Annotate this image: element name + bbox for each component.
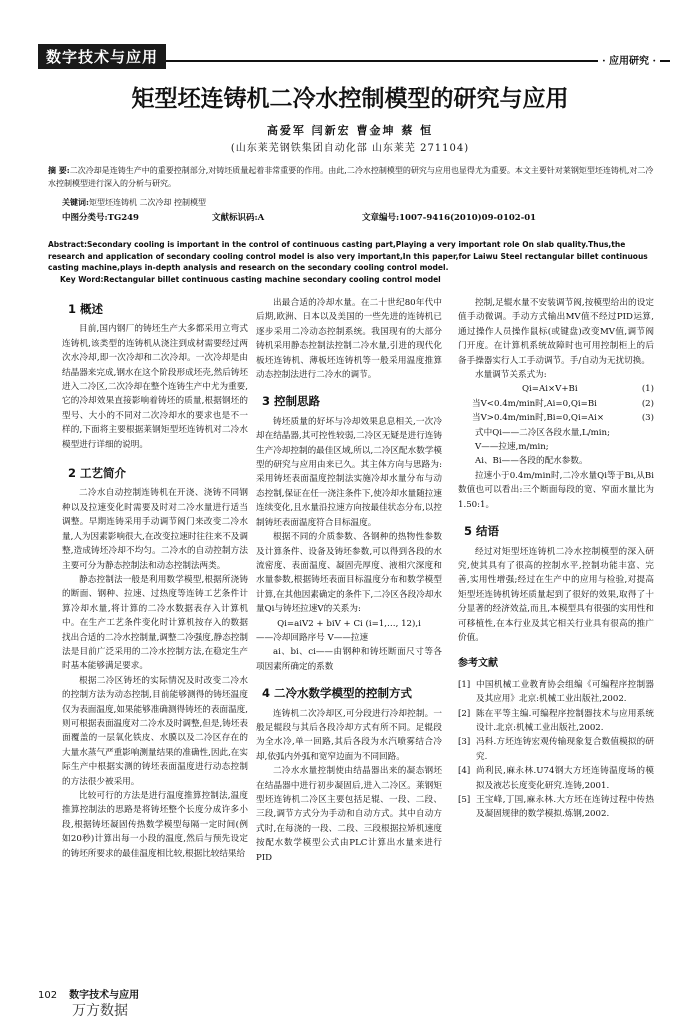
heading-model-control: 4 二冷水数学模型的控制方式 xyxy=(262,686,413,701)
equation: Qi=Ai×V+Bi xyxy=(522,384,578,395)
section-label: · 应用研究 · xyxy=(598,52,660,67)
keywords-cn-label: 关键词: xyxy=(62,197,89,207)
heading-process: 2 工艺简介 xyxy=(68,466,127,481)
reference-number: [3] xyxy=(458,737,471,748)
heading-overview: 1 概述 xyxy=(68,302,104,316)
reference-text: 陈在平等主编.可编程序控制器技术与应用系统设计.北京:机械工业出版社,2002. xyxy=(476,708,654,733)
paragraph: 比较可行的方法是进行温度推算控制法,温度推算控制法的思路是将铸坯整个长度分成许多小段,根据铸坯凝固传热数学模型每隔一定时间(例如20秒)计算出每一小段的温度,然后与预先设定的铸坯所要求的最佳温度相比较,根据比较结果给 xyxy=(62,791,248,859)
page-number: 102 xyxy=(38,990,58,1001)
column-1 xyxy=(62,296,248,861)
paper-title: 矩型坯连铸机二冷水控制模型的研究与应用 xyxy=(131,86,569,112)
equation-row xyxy=(458,411,654,425)
abstract-cn-text: 二次冷却是连铸生产中的重要控制部分,对铸坯质量起着非常重要的作用。由此,二冷水控制模型的研究与应用也显得尤为重要。本文主要针对莱钢矩型坯连铸机,对二冷水控制模型进行深入的分析与研究。 xyxy=(48,166,654,188)
equation-number: (1) xyxy=(641,384,654,395)
paragraph: 根据二冷区铸坯的实际情况及时改变二冷水的控制方法为动态控制,目前能够测得的铸坯温度仅为表面温度,如果能够准确测得铸坯的表面温度,则可根据表面温度对二冷水及时调整,但是,铸坯表面覆盖的一层氧化铁皮、水膜以及二冷区存在的大量水蒸气严重影响测量结果的准确性,因此,在实际生产中根据实测的铸坯表面温度进行动态控制的方法很少被采用。 xyxy=(62,675,248,787)
abstract-cn xyxy=(48,164,658,190)
paragraph: 根据不同的介质参数、各钢种的热物性参数及计算条件、设备及铸坯参数,可以得到各段的水流密度、表面温度、凝固壳厚度、液相穴深度和水量参数,根据铸坯表面目标温度分布和数学模型计算,在其他因素确定的条件下,二冷区各段冷却水量Qi与铸坯拉速V的关系为: xyxy=(256,532,442,615)
reference-item xyxy=(458,793,654,822)
equation-number: (2) xyxy=(641,398,654,409)
reference-item xyxy=(458,707,654,736)
column-2 xyxy=(256,296,442,865)
reference-text: 中国机械工业教育协会组编《可编程序控制器及其应用》北京:机械工业出版社,2002. xyxy=(476,679,654,705)
reference-number: [1] xyxy=(458,679,471,690)
keywords-cn xyxy=(62,196,672,210)
abstract-cn-label: 摘 要: xyxy=(48,165,70,175)
paragraph: 经过对矩型坯连铸机二冷水控制模型的深入研究,使其具有了很高的控制水平,控制功能丰富、完善,实用性增强;经过在生产中的应用与检验,对提高矩型坯连铸机铸坯质量起到了很好的效果,取得了十分显著的经济效益,而且,本模型具有很强的实用性和可移植性,在本行业及其它相关行业具有很高的推广价值。 xyxy=(458,546,654,643)
reference-text: 尚利民,麻永林.U74钢大方坯连铸温度场的模拟及液芯长度变化研究.连铸,2001. xyxy=(476,766,654,791)
keywords-cn-text: 矩型坯连铸机 二次冷却 控制模型 xyxy=(88,198,207,207)
equation-definition: ai、bi、ci——由钢种和铸坯断面尺寸等各项因素所确定的系数 xyxy=(256,647,442,672)
equation-number: (3) xyxy=(641,413,654,424)
paragraph: 目前,国内钢厂的铸坯生产大多都采用立弯式连铸机,该类型的连铸机从浇注到成材需要经过两次水冷却,即一次冷却和二次冷却。一次冷却是由结晶器来完成,钢水在这个阶段形成坯壳,然后铸坯进入二冷区,二次冷却在整个连铸生产中尤为重要,它的冷却效果直接影响着铸坯的质量,根据钢坯的型号、大小的不同对二次冷却水的要求也是不一样的,下面将主要根据莱钢矩型坯连铸机对二冷水模型进行详细的说明。 xyxy=(62,324,248,450)
heading-control-idea: 3 控制思路 xyxy=(262,394,321,409)
heading-references: 参考文献 xyxy=(458,658,498,670)
abstract-en-text: Secondary cooling is important in the control of continuous casting part,Playing a very important role On slab quality.Thus,the research and application of secondary cooling control model is also very important,In this paper,for Laiwu Steel rectangular billet continuous casting machine,plays in-depth analysis and research on the secondary cooling control model. xyxy=(48,240,648,272)
paragraph: 拉速小于0.4m/min时,二冷水量Qi等于Bi,从Bi数值也可以看出:三个断面每段的宽、窄面水量比为1.50:1。 xyxy=(458,470,654,510)
paragraph: 出最合适的冷却水量。在二十世纪80年代中后期,欧洲、日本以及美国的一些先进的连铸机已逐步采用二冷动态控制系统。我国现有的大部分铸机采用静态控制法控制二冷水量,引进的现代化板坯连铸机、薄板坯连铸机等一般采用温度推算动态控制法进行二冷水的调节。 xyxy=(256,298,442,381)
clc-number: 中图分类号:TG249 xyxy=(62,213,139,223)
watermark: 万方数据 xyxy=(72,1003,128,1019)
reference-item xyxy=(458,735,654,764)
heading-conclusion: 5 结语 xyxy=(464,524,500,539)
paragraph: 静态控制法一般是利用数学模型,根据所浇铸的断面、钢种、拉速、过热度等连铸工艺条件计算冷却水量,将计算的二冷水数据表存入计算机中。在生产工艺条件变化时计算机按存入的数据找出合适的二冷水控制量,调整二冷强度,静态控制法是目前广泛采用的二冷水控制方法,在稳定生产时基本能够满足要求。 xyxy=(62,574,248,672)
journal-name: 数字技术与应用 xyxy=(69,990,140,1001)
paragraph: 控制,足辊水量不安装调节阀,按模型给出的设定值手动微调。手动方式输出MV值不经过PID运算,通过操作人员操作鼠标(或键盘)改变MV值,调节阀门开度。在计算机系统故障时也可用控制柜上的后备手操器实行人工手动调节。手/自动为无扰切换。 xyxy=(458,298,654,366)
reference-item xyxy=(458,764,654,793)
keywords-en-text: Rectangular billet continuous casting machine secondary cooling control model xyxy=(103,274,441,284)
paragraph: 连铸机二次冷却区,可分段进行冷却控制。一般足辊段与其后各段冷却方式有所不同。足辊段为全水冷,单一回路,其后各段为水汽喷雾结合冷却,依弧内外弧和宽窄边面为不同回路。 xyxy=(256,708,442,762)
affiliation: (山东莱芜钢铁集团自动化部 山东莱芜 271104) xyxy=(230,143,470,154)
authors: 高爱军 闫新宏 曹金坤 蔡 恒 xyxy=(266,124,434,137)
paragraph: 二冷水自动控制连铸机在开浇、浇铸不同钢种以及拉速变化时需要及时对二冷水量进行适当调整。早期连铸采用手动调节阀门来改变二冷水量,人为因素影响很大,在改变拉速时往往来不及调整,造成铸坯冷却不均匀。二冷水的自动控制方法主要可分为静态控制法和动态控制法两类。 xyxy=(62,488,248,571)
reference-number: [5] xyxy=(458,795,471,805)
reference-text: 王宝峰,丁国,麻永林.大方坯在连铸过程中传热及凝固规律的数学模拟.炼钢,2002. xyxy=(476,795,654,820)
doc-code: 文献标识码:A xyxy=(212,213,265,223)
reference-number: [2] xyxy=(458,708,471,719)
column-3 xyxy=(458,296,654,822)
keywords-en-label: Key Word: xyxy=(60,274,104,284)
equation-main: Qi=aiV2 + biV + Ci (i=1,…, 12),i xyxy=(277,618,421,629)
paragraph: 式中Qi——二冷区各段水量,L/min; xyxy=(475,427,610,438)
reference-item xyxy=(458,678,654,707)
paragraph: Ai、Bi——各段的配水参数。 xyxy=(475,456,588,467)
equation: 当V>0.4m/min时,Bi=0,Qi=Ai× xyxy=(472,413,605,424)
abstract-en-label: Abstract: xyxy=(48,240,88,249)
equation-row xyxy=(458,382,654,396)
equation: 当V<0.4m/min时,Ai=0,Qi=Bi xyxy=(472,398,597,409)
equation-row xyxy=(458,397,654,411)
abstract-en xyxy=(48,239,660,285)
column-tag: 数字技术与应用 xyxy=(38,44,166,69)
paragraph: V——拉速,m/min; xyxy=(475,442,549,453)
page-footer xyxy=(38,986,139,1001)
reference-number: [4] xyxy=(458,766,471,777)
reference-text: 冯科.方坯连铸宏观传输现象复合数值模拟的研究. xyxy=(476,737,654,762)
paragraph: 铸坯质量的好坏与冷却效果息息相关,一次冷却在结晶器,其可控性较弱,二冷区无疑是进行连铸生产冷却控制的最佳区域,所以,二冷区配水数学模型的研究与应用由来已久。其主体方向与思路为:采用铸坯表面温度控制法实施冷却水量分布与动态控制,保证在任一浇注条件下,使冷却水量随拉速连续变化,且水量沿拉速方向按最佳状态分布,以控制铸坯表面温度符合目标温度。 xyxy=(256,416,442,528)
equation-definition: ——冷却回路序号 V——拉速 xyxy=(256,632,369,643)
paragraph: 二冷水水量控制使由结晶器出来的凝态钢坯在结晶器中进行初步凝固后,进入二冷区。莱钢矩型坯连铸机二冷区主要包括足辊、一段、二段、三段,调节方式分为手动和自动方式。其中自动方式时,在每浇的一段、二段、三段根据拉矫机速度按配水数学模型公式由PLC计算出水量来进行PID xyxy=(256,766,442,863)
article-number: 文章编号:1007-9416(2010)09-0102-01 xyxy=(362,213,537,223)
paragraph: 水量调节关系式为: xyxy=(475,370,547,381)
